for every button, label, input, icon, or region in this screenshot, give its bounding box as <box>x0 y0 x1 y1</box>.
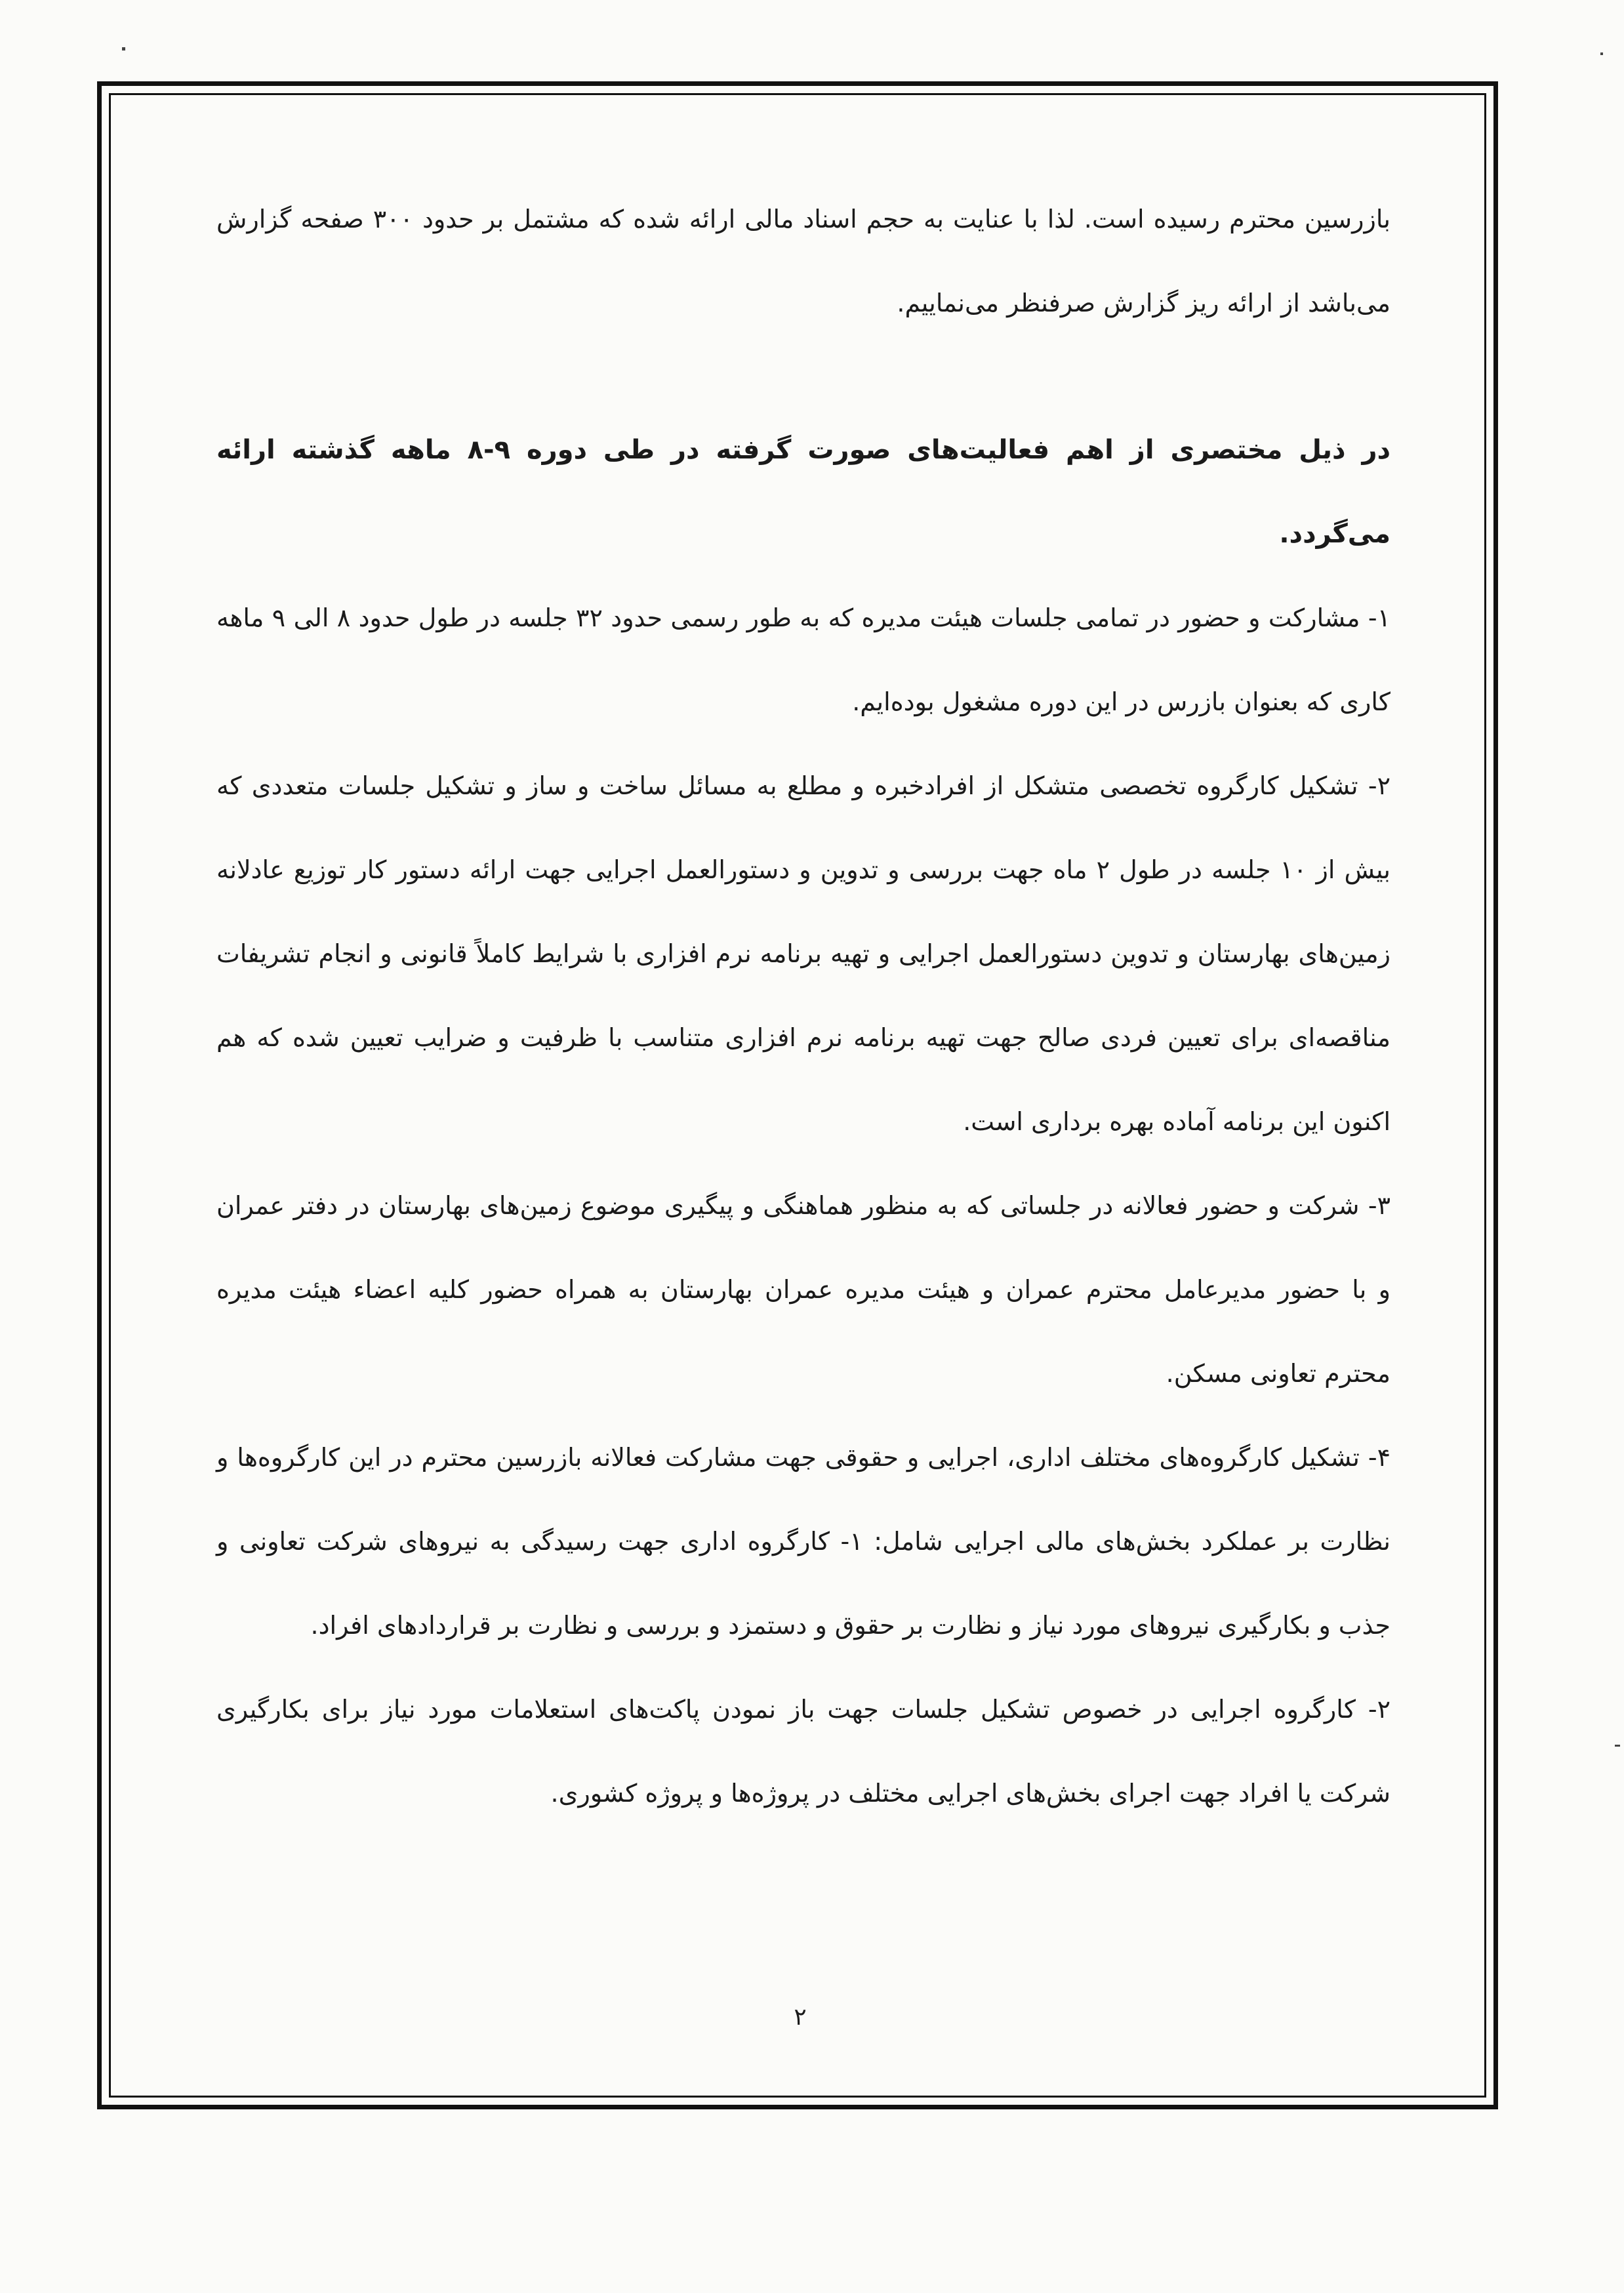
intro-paragraph: بازرسین محترم رسیده است. لذا با عنایت به حجم اسناد مالی ارائه شده که مشتمل بر حدود ۳۰۰ صفحه گزارش می‌باشد از ارائه ریز گزارش صرفنظر می‌نماییم. <box>216 205 1391 317</box>
list-item-5: ۲- کارگروه اجرایی در خصوص تشکیل جلسات جهت باز نمودن پاکت‌های استعلامات مورد نیاز برای بکارگیری شرکت یا افراد جهت اجرای بخش‌های اجرایی مختلف در پروژه‌ها و پروژه کشوری. <box>216 1695 1391 1808</box>
scan-speck <box>1615 1745 1620 1747</box>
list-item-2: ۲- تشکیل کارگروه تخصصی متشکل از افرادخبره و مطلع به مسائل ساخت و ساز و تشکیل جلسات متعددی که بیش از ۱۰ جلسه در طول ۲ ماه جهت بررسی و تدوین و دستورالعمل اجرایی جهت ارائه دستور کار توزیع عادلانه زمین‌های بهارستان و تدوین دستورالعمل اجرایی و تهیه برنامه نرم افزاری با شرایط کاملاً قانونی و انجام تشریفات مناقصه‌ای برای تعیین فردی صالح جهت تهیه برنامه نرم افزاری متناسب با ظرفیت و ضرایب تعیین شده که هم اکنون این برنامه آماده بهره برداری است. <box>216 771 1391 1136</box>
list-item-1: ۱- مشارکت و حضور در تمامی جلسات هیئت مدیره که به طور رسمی حدود ۳۲ جلسه در طول حدود ۸ الی ۹ ماهه کاری که بعنوان بازرس در این دوره مشغول بوده‌ایم. <box>216 603 1391 716</box>
scan-speck <box>1600 52 1603 55</box>
list-item-3: ۳- شرکت و حضور فعالانه در جلساتی که به منظور هماهنگی و پیگیری موضوع زمین‌های بهارستان در دفتر عمران و با حضور مدیرعامل محترم عمران و هیئت مدیره عمران بهارستان به همراه حضور کلیه اعضاء هیئت مدیره محترم تعاونی مسکن. <box>216 1191 1391 1388</box>
section-heading: در ذیل مختصری از اهم فعالیت‌های صورت گرفته در طی دوره ۹-۸ ماهه گذشته ارائه می‌گردد. <box>216 435 1391 549</box>
page-number: ۲ <box>794 2004 807 2031</box>
list-item-4: ۴- تشکیل کارگروه‌های مختلف اداری، اجرایی و حقوقی جهت مشارکت فعالانه بازرسین محترم در این کارگروه‌ها و نظارت بر عملکرد بخش‌های مالی اجرایی شامل: ۱- کارگروه اداری جهت رسیدگی به نیروهای شرکت تعاونی و جذب و بکارگیری نیروهای مورد نیاز و نظارت بر حقوق و دستمزد و بررسی و نظارت بر قراردادهای افراد. <box>216 1443 1391 1640</box>
document-body <box>216 177 1391 1835</box>
scan-speck <box>122 47 125 51</box>
